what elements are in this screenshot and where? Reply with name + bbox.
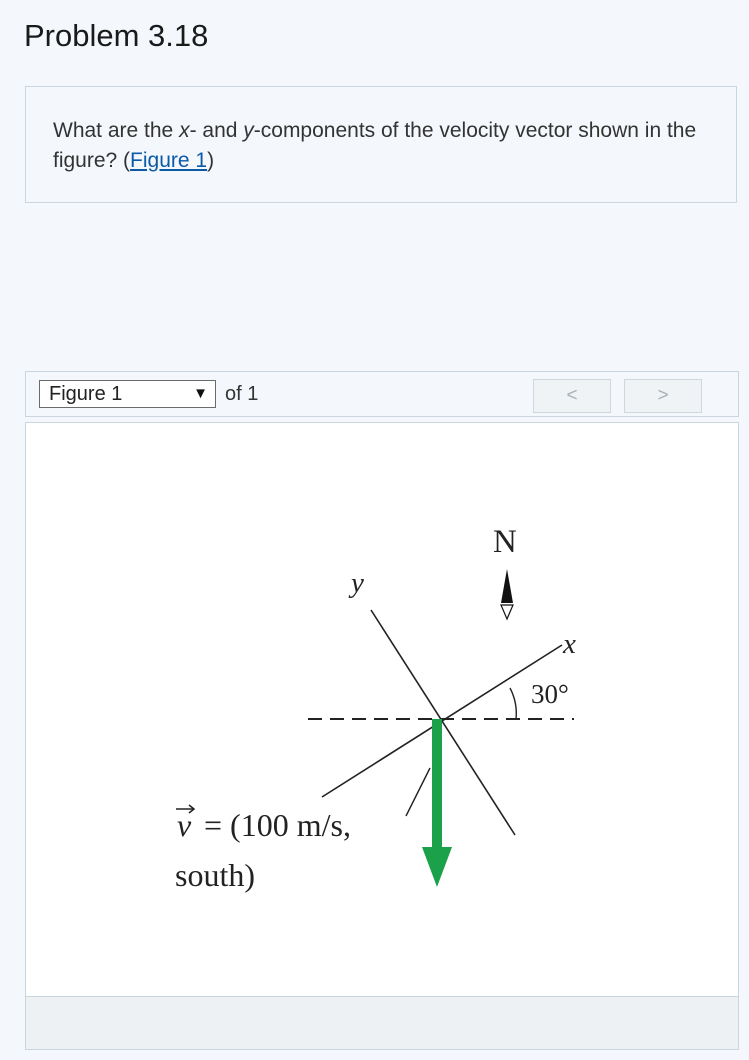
question-box bbox=[25, 86, 737, 203]
velocity-symbol: v bbox=[177, 807, 192, 843]
figure-select-dropdown[interactable] bbox=[39, 380, 216, 408]
page-title: Problem 3.18 bbox=[24, 18, 209, 53]
velocity-value-line-2: south) bbox=[175, 857, 255, 893]
figure-footer bbox=[25, 996, 739, 1050]
question-text-part-3: -components of the velocity vector shown in the figure? ( bbox=[53, 119, 697, 172]
y-axis-label: y bbox=[351, 567, 364, 599]
next-figure-button[interactable] bbox=[624, 379, 702, 413]
angle-label: 30° bbox=[531, 679, 569, 709]
velocity-vector-arrowhead bbox=[422, 847, 452, 887]
figure-select-value: Figure 1 bbox=[49, 383, 123, 405]
angle-arc bbox=[510, 688, 516, 719]
figure-1-link[interactable]: Figure 1 bbox=[130, 149, 208, 172]
figure-count-label: of 1 bbox=[225, 383, 259, 405]
velocity-equation: = (100 m/s, bbox=[204, 807, 351, 843]
figure-panel bbox=[25, 422, 739, 997]
velocity-value-line-1 bbox=[204, 807, 351, 843]
chevron-left-icon: < bbox=[566, 385, 578, 406]
velocity-figure bbox=[26, 423, 738, 996]
question-text-part-4: ) bbox=[207, 149, 215, 172]
question-text-part-1: What are the bbox=[53, 119, 180, 142]
question-y-variable: y bbox=[243, 119, 254, 142]
compass-needle-north bbox=[501, 569, 513, 603]
compass-needle-south bbox=[501, 605, 513, 619]
previous-figure-button[interactable] bbox=[533, 379, 611, 413]
chevron-down-icon: ▼ bbox=[193, 385, 208, 402]
north-label: N bbox=[493, 524, 517, 560]
question-text bbox=[53, 116, 723, 176]
chevron-right-icon: > bbox=[657, 385, 669, 406]
figure-toolbar bbox=[25, 371, 739, 417]
question-text-part-2: - and bbox=[189, 119, 244, 142]
velocity-label-leader-line bbox=[406, 768, 430, 816]
question-x-variable: x bbox=[179, 119, 190, 142]
x-axis-label: x bbox=[563, 628, 576, 660]
y-axis-line bbox=[371, 610, 515, 835]
